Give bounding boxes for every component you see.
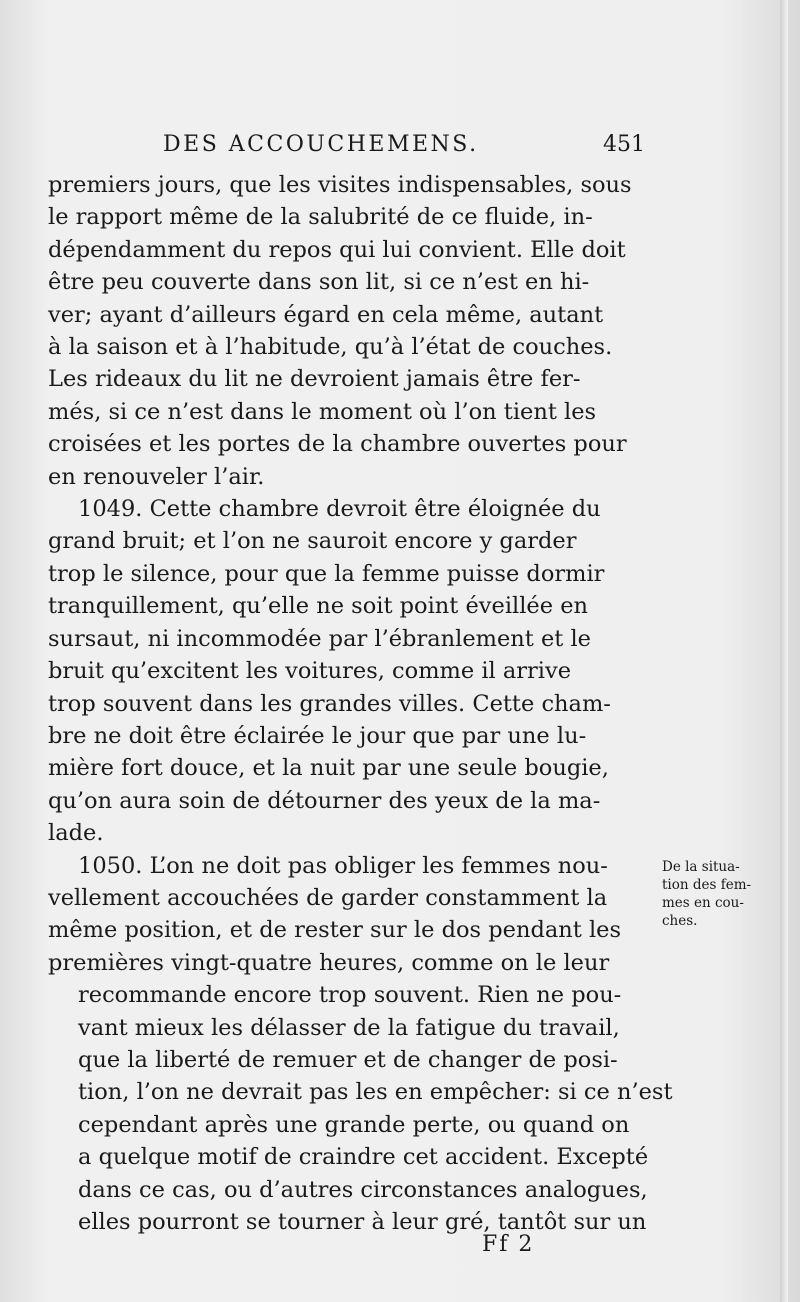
text-line: qu’on aura soin de détourner des yeux de la ma- — [48, 787, 601, 814]
text-line: recommande encore trop souvent. Rien ne pou- — [78, 982, 622, 1009]
text-line: être peu couverte dans son lit, si ce n’est en hi- — [48, 269, 590, 296]
text-line: ver; ayant d’ailleurs égard en cela même, autant — [48, 301, 604, 328]
text-line: lade. — [48, 820, 104, 847]
paragraph-1049 — [48, 493, 644, 849]
text-line: croisées et les portes de la chambre ouvertes pour — [48, 431, 627, 458]
body-text — [48, 169, 673, 1238]
margin-note-line: ches. — [662, 913, 698, 929]
text-line: més, si ce n’est dans le moment où l’on tient les — [48, 398, 597, 425]
text-line: a quelque motif de craindre cet accident. Excepté — [78, 1144, 649, 1171]
signature-mark: Ff 2 — [482, 1232, 535, 1257]
page-header — [163, 128, 645, 164]
text-line: tion, l’on ne devrait pas les en empêcher: si ce n’est — [78, 1079, 673, 1106]
margin-note — [662, 858, 774, 930]
text-line: trop le silence, pour que la femme puisse dormir — [48, 560, 605, 587]
text-line: à la saison et à l’habitude, qu’à l’état de couches. — [48, 334, 613, 361]
text-line: premières vingt-quatre heures, comme on le leur — [48, 949, 610, 976]
text-line: grand bruit; et l’on ne sauroit encore y garder — [48, 528, 577, 555]
text-line: 1049. Cette chambre devroit être éloignée du — [78, 496, 601, 523]
text-line: 1050. L’on ne doit pas obliger les femmes nou- — [78, 852, 608, 879]
text-line: même position, et de rester sur le dos pendant les — [48, 917, 622, 944]
text-line: mière fort douce, et la nuit par une seule bougie, — [48, 755, 609, 782]
text-line: cependant après une grande perte, ou quand on — [78, 1111, 630, 1138]
paragraph-1050 — [48, 850, 673, 1239]
text-line: dans ce cas, ou d’autres circonstances analogues, — [78, 1176, 648, 1203]
text-line: vant mieux les délasser de la fatigue du travail, — [78, 1014, 620, 1041]
text-line: que la liberté de remuer et de changer de posi- — [78, 1046, 618, 1073]
margin-note-line: De la situa- — [662, 859, 740, 875]
text-line: trop souvent dans les grandes villes. Cette cham- — [48, 690, 611, 717]
text-line: bruit qu’excitent les voitures, comme il arrive — [48, 658, 572, 685]
page-edge — [780, 0, 788, 1302]
text-line: bre ne doit être éclairée le jour que par une lu- — [48, 722, 587, 749]
margin-note-line: mes en cou- — [662, 895, 744, 911]
margin-note-line: tion des fem- — [662, 877, 752, 893]
text-line: sursaut, ni incommodée par l’ébranlement et le — [48, 625, 591, 652]
text-line: le rapport même de la salubrité de ce fluide, in- — [48, 204, 593, 231]
text-line: dépendamment du repos qui lui convient. Elle doit — [48, 236, 626, 263]
paragraph-1 — [48, 169, 644, 493]
text-line: Les rideaux du lit ne devroient jamais être fer- — [48, 366, 581, 393]
running-head: DES ACCOUCHEMENS. — [163, 132, 479, 157]
page-number: 451 — [603, 132, 645, 157]
text-line: premiers jours, que les visites indispensables, sous — [48, 172, 632, 198]
text-line: tranquillement, qu’elle ne soit point éveillée en — [48, 593, 588, 620]
text-line: vellement accouchées de garder constamment la — [48, 884, 608, 911]
text-line: en renouveler l’air. — [48, 463, 265, 490]
text-line: elles pourront se tourner à leur gré, tantôt sur un — [78, 1209, 647, 1235]
